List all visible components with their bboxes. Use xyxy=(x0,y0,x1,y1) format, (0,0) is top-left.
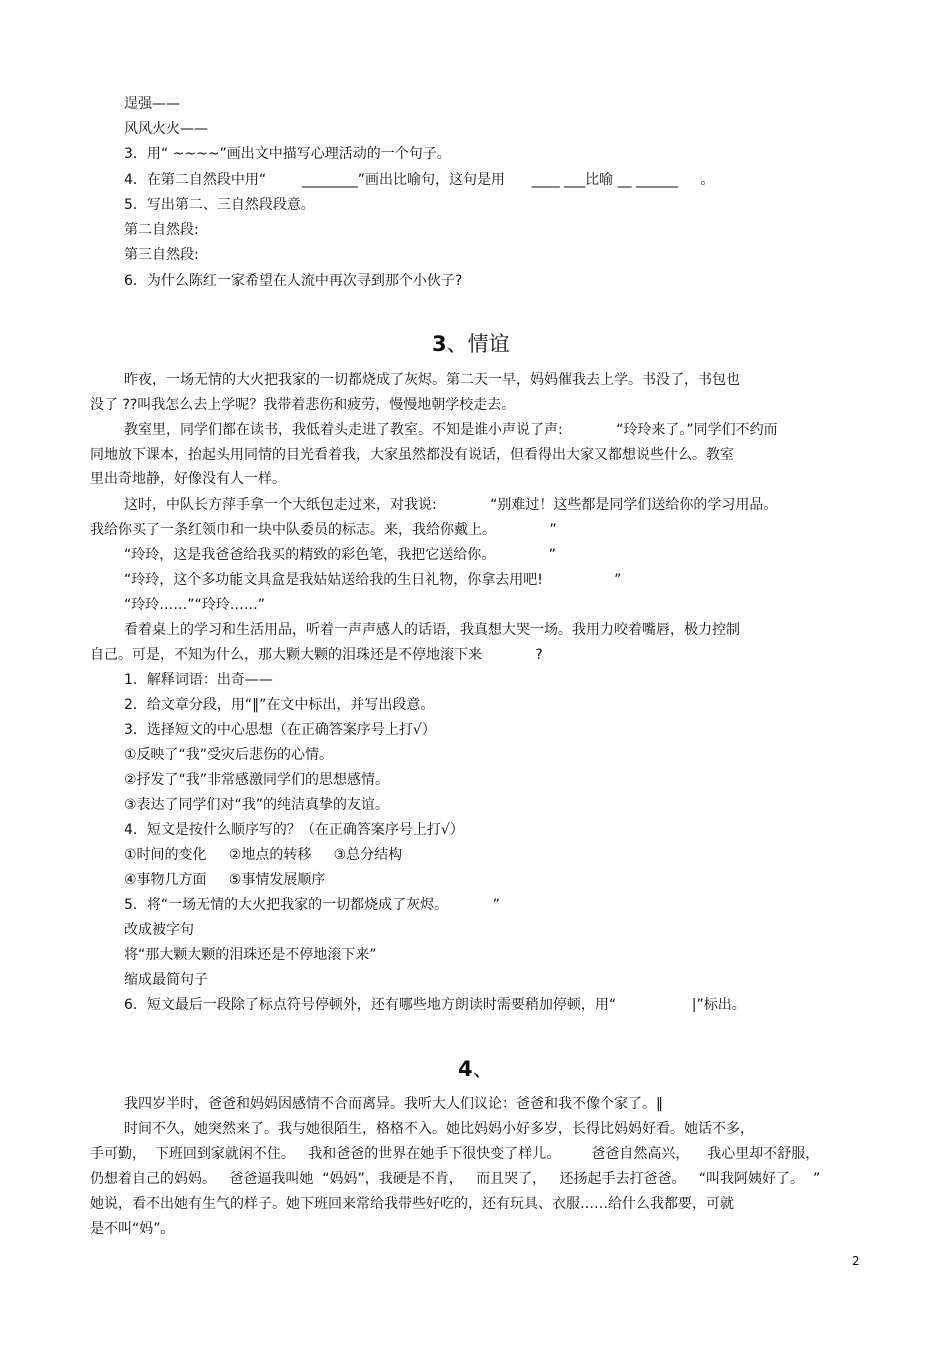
paragraph-line: 看着桌上的学习和生活用品，听着一声声感人的话语，我真想大哭一场。我用力咬着嘴唇，极力控制 xyxy=(124,622,740,638)
question-3: 3．用“ ~~~~”画出文中描写心理活动的一个句子。 xyxy=(124,146,451,162)
paragraph-line: 时间不久，她突然来了。我与她很陌生，格格不入。她比妈妈小好多岁，长得比妈妈好看。她话不多， xyxy=(124,1121,754,1137)
question-line: 改成被字句 xyxy=(124,922,194,938)
option-line: ④事物几方面 ⑤事情发展顺序 xyxy=(124,872,326,888)
question-line: 3．选择短文的中心思想（在正确答案序号上打√） xyxy=(124,722,436,738)
question-line: 缩成最简句子 xyxy=(124,972,208,988)
section-4-number: 4 xyxy=(458,1057,473,1081)
text-line: 逞强—— xyxy=(124,96,180,112)
page-number: 2 xyxy=(852,1254,860,1268)
section-4-title: 、 xyxy=(472,1057,494,1081)
question-line: 5．将“一场无情的大火把我家的一切都烧成了灰烬。 ” xyxy=(124,897,500,913)
paragraph-line: “玲玲……”“玲玲……” xyxy=(124,597,266,613)
question-line: 6．短文最后一段除了标点符号停顿外，还有哪些地方朗读时需要稍加停顿，用“ |”标出。 xyxy=(124,997,746,1013)
question-line: 4．短文是按什么顺序写的？（在正确答案序号上打√） xyxy=(124,822,464,838)
paragraph-line: 我四岁半时，爸爸和妈妈因感情不合而离异。我听大人们议论：爸爸和我不像个家了。‖ xyxy=(124,1096,663,1112)
option-line: ①时间的变化 ②地点的转移 ③总分结构 xyxy=(124,847,403,863)
paragraph-line: 自己。可是，不知为什么，那大颗大颗的泪珠还是不停地滚下来 ? xyxy=(90,647,543,663)
question-5: 5．写出第二、三自然段段意。 xyxy=(124,197,315,213)
paragraph-line: 我给你买了一条红领巾和一块中队委员的标志。来，我给你戴上。 ” xyxy=(90,522,557,538)
paragraph-line: “玲玲，这个多功能文具盒是我姑姑送给我的生日礼物，你拿去用吧! ” xyxy=(124,572,622,588)
text-line: 第三自然段: xyxy=(124,247,199,263)
option-line: ③表达了同学们对“我”的纯洁真挚的友谊。 xyxy=(124,797,390,813)
paragraph-line: 同地放下课本，抬起头用同情的目光看着我，大家虽然都没有说话，但看得出大家又都想说些什么。教室 xyxy=(90,447,734,463)
section-4-heading xyxy=(458,1056,494,1082)
text-line: 第二自然段: xyxy=(124,222,199,238)
paragraph-line: 这时，中队长方萍手拿一个大纸包走过来，对我说: “别难过！这些都是同学们送给你的学习用品。 xyxy=(124,497,778,513)
section-3-title: 、情谊 xyxy=(446,332,510,356)
section-3-heading xyxy=(432,331,510,357)
question-line: 将“那大颗大颗的泪珠还是不停地滚下来” xyxy=(124,947,377,963)
paragraph-line: 是不叫“妈”。 xyxy=(90,1221,175,1237)
option-line: ②抒发了“我”非常感激同学们的思想感情。 xyxy=(124,772,390,788)
paragraph-line: 里出奇地静，好像没有人一样。 xyxy=(90,471,286,487)
paragraph-line: 仍想着自己的妈妈。 爸爸逼我叫她 “妈妈”，我硬是不肯， 而且哭了， 还扬起手去打爸爸。 “叫我阿姨好了。 ” xyxy=(90,1171,821,1187)
paragraph-line: 昨夜，一场无情的大火把我家的一切都烧成了灰烬。第二天一早，妈妈催我去上学。书没了，书包也 xyxy=(124,372,740,388)
question-line: 1．解释词语：出奇—— xyxy=(124,672,273,688)
section-3-number: 3 xyxy=(432,332,447,356)
question-4: 4．在第二自然段中用“ ________”画出比喻句，这句是用 ____ ___比喻 __ ______ 。 xyxy=(124,172,715,188)
paragraph-line: 她说，看不出她有生气的样子。她下班回来常给我带些好吃的，还有玩具、衣服……给什么我都要，可就 xyxy=(90,1196,734,1212)
question-line: 2．给文章分段，用“‖”在文中标出，并写出段意。 xyxy=(124,697,435,713)
paragraph-line: 没了 ??叫我怎么去上学呢？我带着悲伤和疲劳，慢慢地朝学校走去。 xyxy=(90,397,516,413)
paragraph-line: 教室里，同学们都在读书，我低着头走进了教室。不知是谁小声说了声: “玲玲来了。”同学们不约而 xyxy=(124,422,778,438)
text-line: 风风火火—— xyxy=(124,121,208,137)
paragraph-line: “玲玲，这是我爸爸给我买的精致的彩色笔，我把它送给你。 ” xyxy=(124,547,556,563)
question-6: 6．为什么陈红一家希望在人流中再次寻到那个小伙子? xyxy=(124,273,463,289)
option-line: ①反映了“我”受灾后悲伤的心情。 xyxy=(124,747,334,763)
paragraph-line: 手可勤， 下班回到家就闲不住。 我和爸爸的世界在她手下很快变了样儿。 爸爸自然高兴， 我心里却不舒服， xyxy=(90,1146,820,1162)
